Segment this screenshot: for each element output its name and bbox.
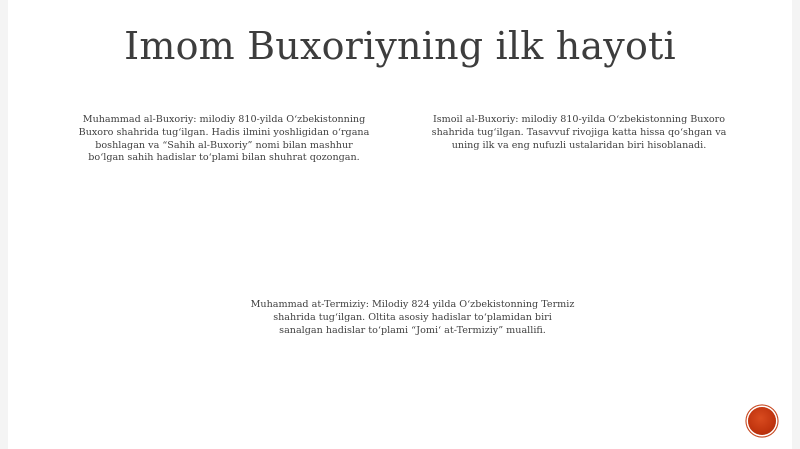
paragraph-ismoil-al-buxoriy: Ismoil al-Buxoriy: milodiy 810-yilda O‘zbekistonning Buxoro shahrida tug‘ilgan. Tasavvuf rivojiga katta hissa qo‘shgan va uning ilk va eng nufuzli ustalaridan biri hisoblanadi. [431, 114, 727, 151]
circle-button-icon[interactable] [748, 407, 776, 435]
paragraph-muhammad-at-termiziy: Muhammad at-Termiziy: Milodiy 824 yilda O‘zbekistonning Termiz shahrida tug‘ilgan. Oltita asosiy hadislar to‘plamidan biri sanalgan hadislar to‘plami “Jomi‘ at-Termiziy” muallifi. [250, 299, 575, 336]
slide-title: Imom Buxoriyning ilk hayoti [124, 24, 676, 68]
paragraph-muhammad-al-buxoriy: Muhammad al-Buxoriy: milodiy 810-yilda O‘zbekistonning Buxoro shahrida tug‘ilgan. Hadis ilmini yoshligidan o‘rgana boshlagan va “Sahih al-Buxoriy” nomi bilan mashhur bo‘lgan sahih hadislar to‘plami bilan shuhrat qozongan. [78, 114, 370, 164]
